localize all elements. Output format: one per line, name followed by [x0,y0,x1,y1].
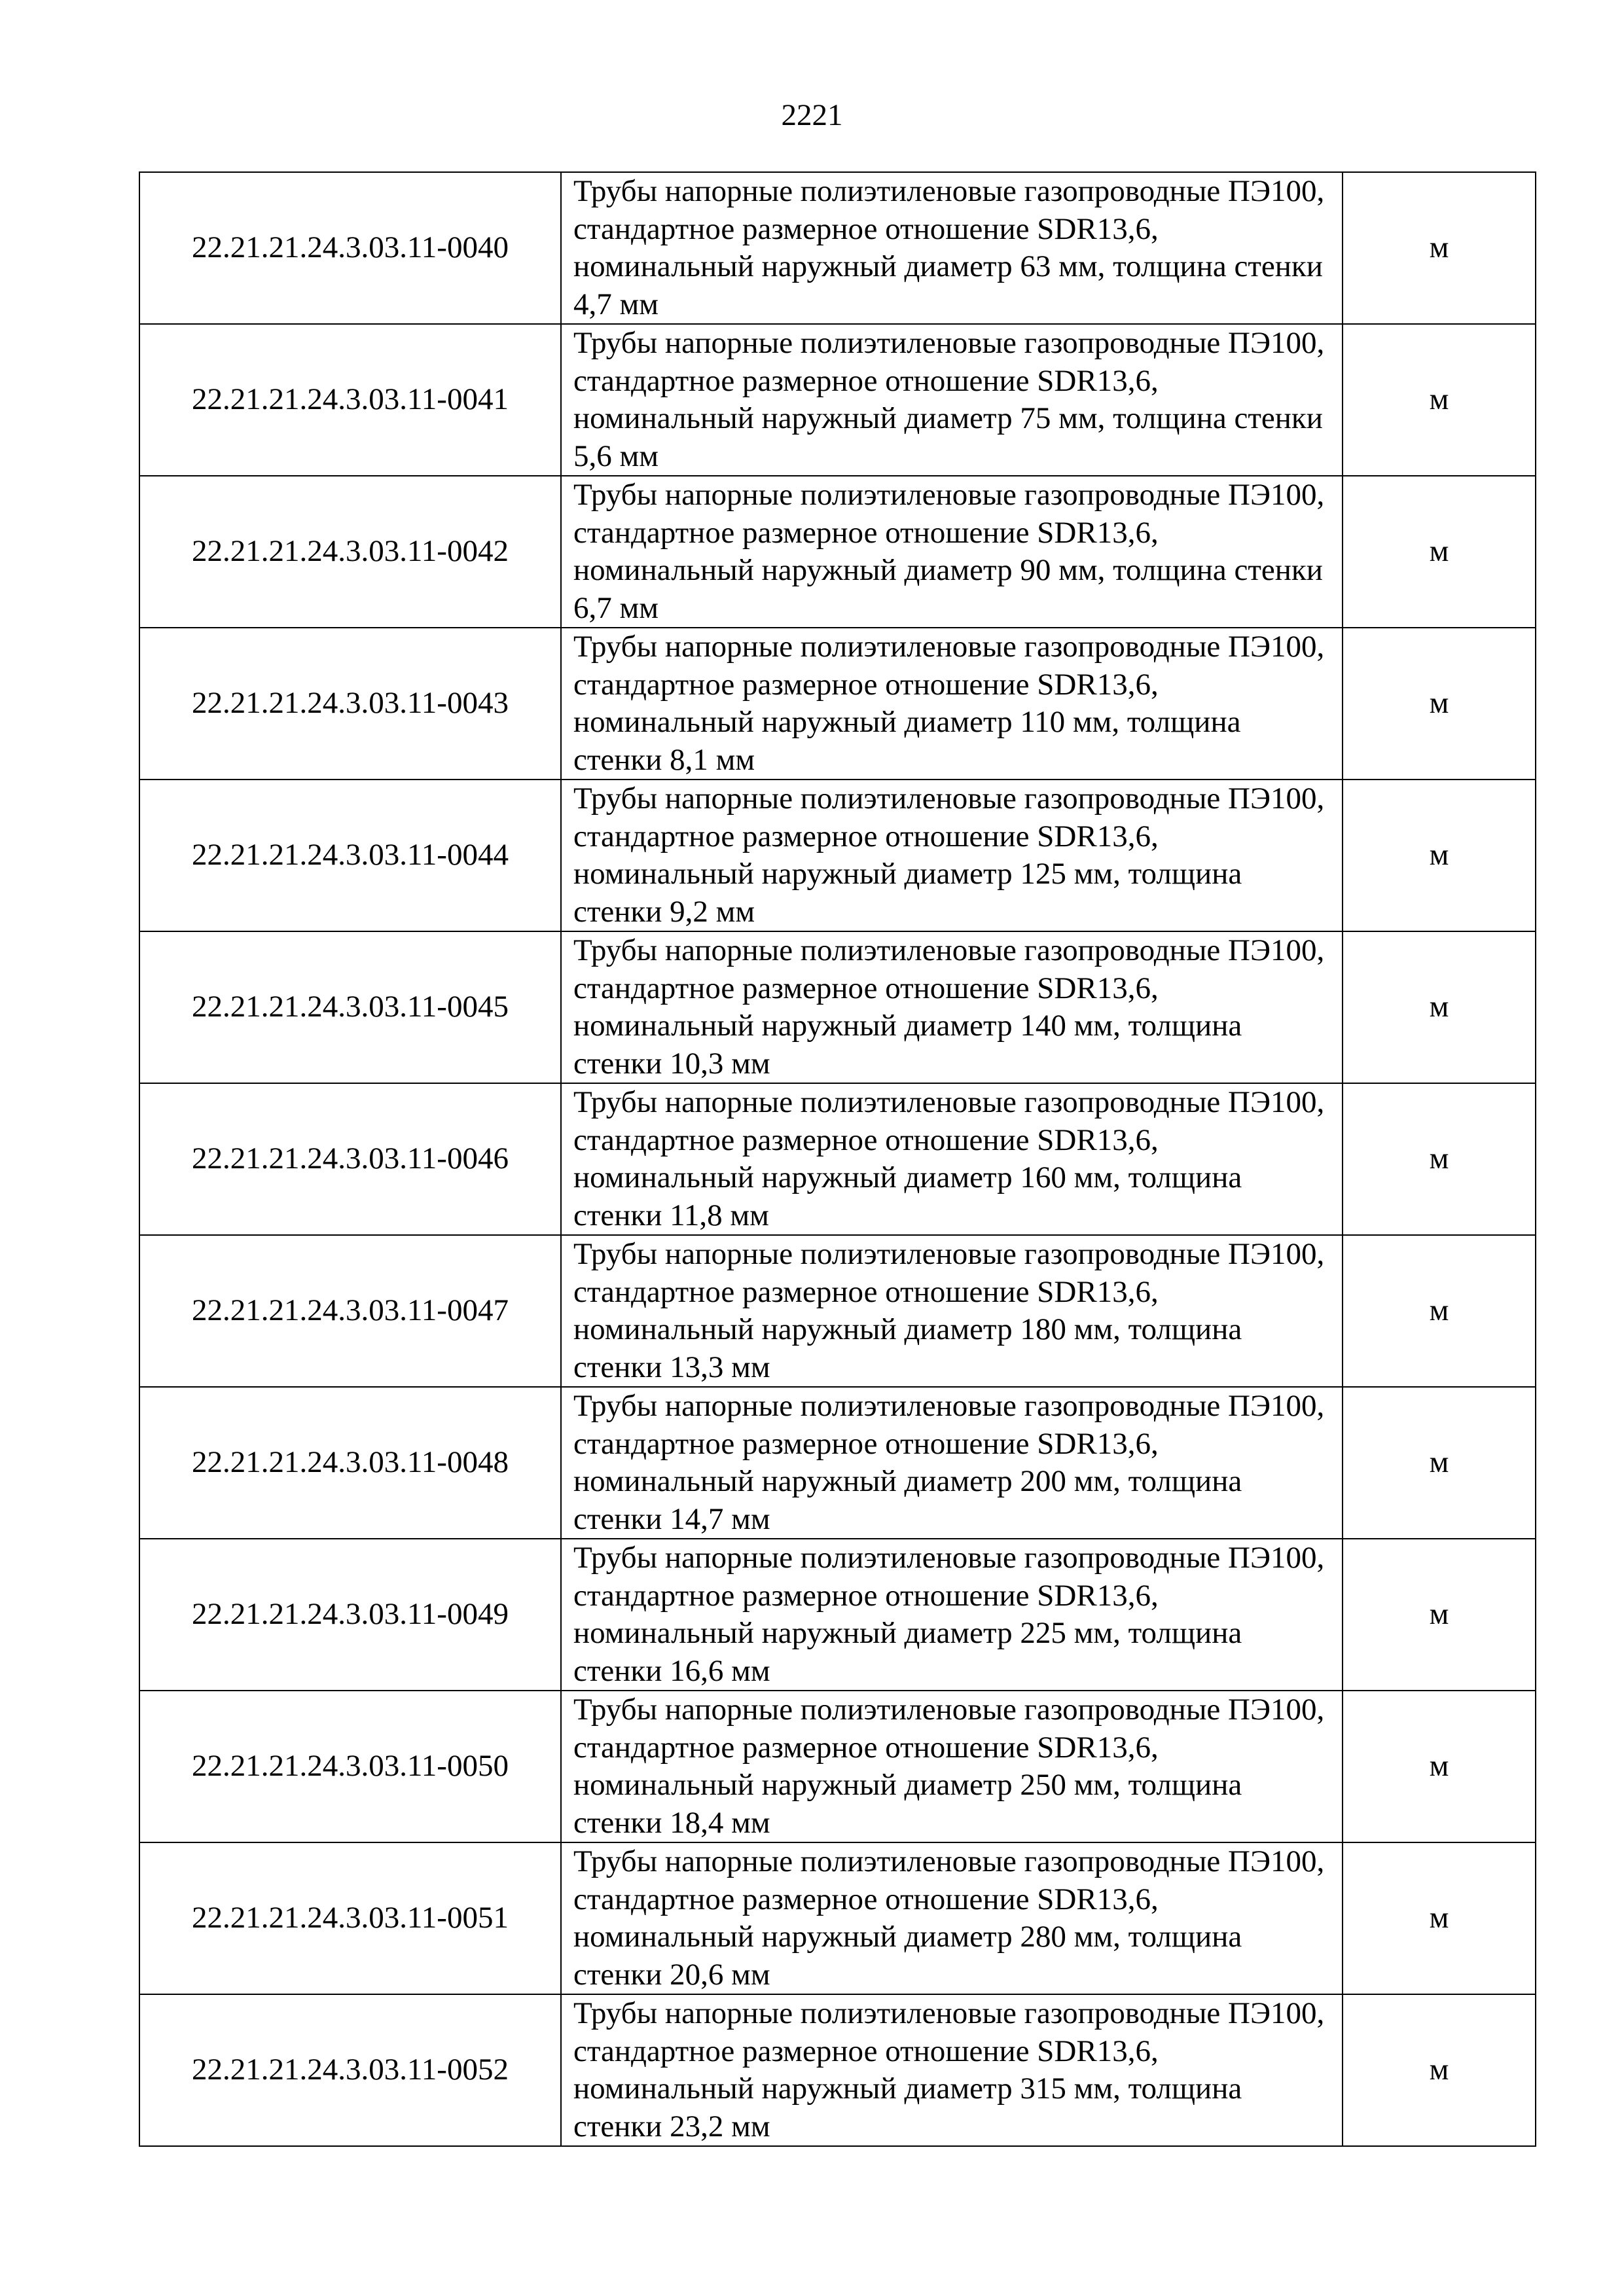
page-number: 2221 [781,98,843,132]
unit-of-measure-cell: м [1343,324,1536,476]
resource-code-cell: 22.21.21.24.3.03.11-0040 [139,172,561,324]
unit-of-measure-cell: м [1343,1083,1536,1235]
unit-of-measure-cell: м [1343,931,1536,1083]
resource-code-cell: 22.21.21.24.3.03.11-0043 [139,628,561,780]
resource-code-cell: 22.21.21.24.3.03.11-0051 [139,1842,561,1994]
resource-code-cell: 22.21.21.24.3.03.11-0041 [139,324,561,476]
table-row [139,1539,1536,1691]
table-row [139,1083,1536,1235]
unit-of-measure-cell: м [1343,476,1536,628]
unit-of-measure-cell: м [1343,1691,1536,1842]
resource-table [139,171,1536,2147]
unit-of-measure-cell: м [1343,1387,1536,1539]
table-row [139,931,1536,1083]
resource-code-cell: 22.21.21.24.3.03.11-0050 [139,1691,561,1842]
resource-description-cell: Трубы напорные полиэтиленовые газопроводные ПЭ100, стандартное размерное отношение SDR13,6, номинальный наружный диаметр 90 мм, толщина стенки 6,7 мм [561,476,1343,628]
table-body [139,172,1536,2146]
resource-code-cell: 22.21.21.24.3.03.11-0049 [139,1539,561,1691]
unit-of-measure-cell: м [1343,1235,1536,1387]
resource-description-cell: Трубы напорные полиэтиленовые газопроводные ПЭ100, стандартное размерное отношение SDR13,6, номинальный наружный диаметр 75 мм, толщина стенки 5,6 мм [561,324,1343,476]
resource-code-cell: 22.21.21.24.3.03.11-0045 [139,931,561,1083]
unit-of-measure-cell: м [1343,1994,1536,2146]
table-row [139,628,1536,780]
table-row [139,1387,1536,1539]
table-row [139,780,1536,931]
unit-of-measure-cell: м [1343,628,1536,780]
resource-description-cell: Трубы напорные полиэтиленовые газопроводные ПЭ100, стандартное размерное отношение SDR13,6, номинальный наружный диаметр 140 мм, толщина стенки 10,3 мм [561,931,1343,1083]
table-row [139,476,1536,628]
table-row [139,1235,1536,1387]
resource-code-cell: 22.21.21.24.3.03.11-0046 [139,1083,561,1235]
resource-code-cell: 22.21.21.24.3.03.11-0052 [139,1994,561,2146]
resource-code-cell: 22.21.21.24.3.03.11-0048 [139,1387,561,1539]
resource-description-cell: Трубы напорные полиэтиленовые газопроводные ПЭ100, стандартное размерное отношение SDR13,6, номинальный наружный диаметр 180 мм, толщина стенки 13,3 мм [561,1235,1343,1387]
table-row [139,172,1536,324]
resource-description-cell: Трубы напорные полиэтиленовые газопроводные ПЭ100, стандартное размерное отношение SDR13,6, номинальный наружный диаметр 63 мм, толщина стенки 4,7 мм [561,172,1343,324]
table-row [139,1842,1536,1994]
resource-description-cell: Трубы напорные полиэтиленовые газопроводные ПЭ100, стандартное размерное отношение SDR13,6, номинальный наружный диаметр 250 мм, толщина стенки 18,4 мм [561,1691,1343,1842]
table-row [139,324,1536,476]
resource-description-cell: Трубы напорные полиэтиленовые газопроводные ПЭ100, стандартное размерное отношение SDR13,6, номинальный наружный диаметр 160 мм, толщина стенки 11,8 мм [561,1083,1343,1235]
unit-of-measure-cell: м [1343,1842,1536,1994]
resource-description-cell: Трубы напорные полиэтиленовые газопроводные ПЭ100, стандартное размерное отношение SDR13,6, номинальный наружный диаметр 315 мм, толщина стенки 23,2 мм [561,1994,1343,2146]
resource-description-cell: Трубы напорные полиэтиленовые газопроводные ПЭ100, стандартное размерное отношение SDR13,6, номинальный наружный диаметр 225 мм, толщина стенки 16,6 мм [561,1539,1343,1691]
unit-of-measure-cell: м [1343,780,1536,931]
unit-of-measure-cell: м [1343,1539,1536,1691]
resource-description-cell: Трубы напорные полиэтиленовые газопроводные ПЭ100, стандартное размерное отношение SDR13,6, номинальный наружный диаметр 110 мм, толщина стенки 8,1 мм [561,628,1343,780]
resource-code-cell: 22.21.21.24.3.03.11-0044 [139,780,561,931]
table-row [139,1691,1536,1842]
resource-code-cell: 22.21.21.24.3.03.11-0042 [139,476,561,628]
resource-description-cell: Трубы напорные полиэтиленовые газопроводные ПЭ100, стандартное размерное отношение SDR13,6, номинальный наружный диаметр 200 мм, толщина стенки 14,7 мм [561,1387,1343,1539]
resource-description-cell: Трубы напорные полиэтиленовые газопроводные ПЭ100, стандартное размерное отношение SDR13,6, номинальный наружный диаметр 280 мм, толщина стенки 20,6 мм [561,1842,1343,1994]
resource-description-cell: Трубы напорные полиэтиленовые газопроводные ПЭ100, стандартное размерное отношение SDR13,6, номинальный наружный диаметр 125 мм, толщина стенки 9,2 мм [561,780,1343,931]
resource-code-cell: 22.21.21.24.3.03.11-0047 [139,1235,561,1387]
table-row [139,1994,1536,2146]
unit-of-measure-cell: м [1343,172,1536,324]
